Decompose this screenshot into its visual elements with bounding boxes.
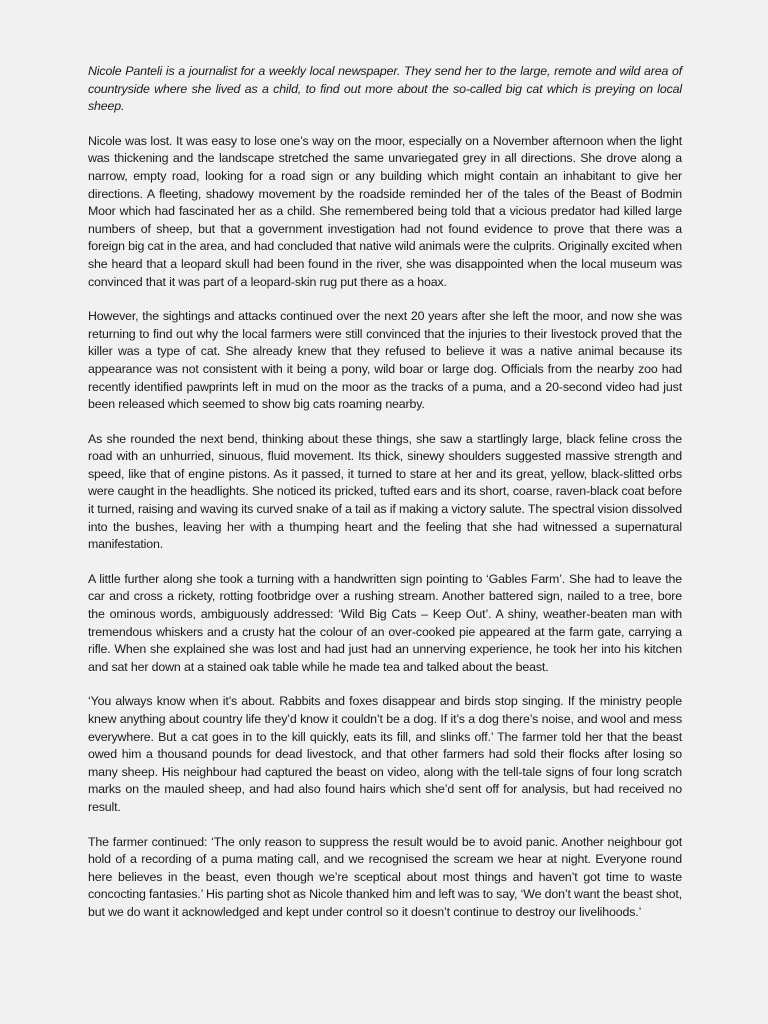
document-page [88, 63, 682, 939]
body-paragraph-4: A little further along she took a turning with a handwritten sign pointing to ‘Gables Farm’. She had to leave the car and cross a rickety, rotting footbridge over a rushing stream. Another battered sign, nailed to a tree, bore the ominous words, ambiguously addressed: ‘Wild Big Cats – Keep Out’. A shiny, weather-beaten man with tremendous whiskers and a crusty hat the colour of an over-cooked pie appeared at the farm gate, carrying a rifle. When she explained she was lost and had just had an unnerving experience, he took her into his kitchen and sat her down at a stained oak table while he made tea and talked about the beast. [88, 571, 682, 674]
body-paragraph-6: The farmer continued: ‘The only reason to suppress the result would be to avoid panic. Another neighbour got hold of a recording of a puma mating call, and we recognised the scream we hear at night. Everyone round here believes in the beast, even though we’re sceptical about most things and haven’t got time to waste concocting fantasies.’ His parting shot as Nicole thanked him and left was to say, ‘We don’t want the beast shot, but we do want it acknowledged and kept under control so it doesn’t continue to destroy our livelihoods.’ [88, 834, 682, 919]
intro-paragraph: Nicole Panteli is a journalist for a weekly local newspaper. They send her to the large, remote and wild area of countryside where she lived as a child, to find out more about the so-called big cat which is preying on local sheep. [88, 64, 682, 114]
body-paragraph-2: However, the sightings and attacks continued over the next 20 years after she left the moor, and now she was returning to find out why the local farmers were still convinced that the injuries to their livestock proved that the killer was a type of cat. She already knew that they refused to believe it was a native animal because its appearance was not consistent with it being a pony, wild boar or large dog. Officials from the nearby zoo had recently identified pawprints left in mud on the moor as the tracks of a puma, and a 20-second video had just been released which seemed to show big cats roaming nearby. [88, 309, 682, 412]
body-paragraph-5: ‘You always know when it’s about. Rabbits and foxes disappear and birds stop singing. If the ministry people knew anything about country life they’d know it couldn’t be a dog. If it’s a dog there’s noise, and wool and mess everywhere. But a cat goes in to the kill quickly, eats its fill, and slinks off.’ The farmer told her that the beast owed him a thousand pounds for dead livestock, and that other farmers had sold their flocks after losing so many sheep. His neighbour had captured the beast on video, along with the tell-tale signs of four long scratch marks on the mauled sheep, and had also found hairs which she’d sent off for analysis, but had received no result. [88, 694, 682, 814]
body-paragraph-3: As she rounded the next bend, thinking about these things, she saw a startlingly large, black feline cross the road with an unhurried, sinuous, fluid movement. Its thick, sinewy shoulders suggested massive strength and speed, like that of engine pistons. As it passed, it turned to stare at her and its great, yellow, black-slitted orbs were caught in the headlights. She noticed its pricked, tufted ears and its short, coarse, raven-black coat before it turned, raising and waving its curved snake of a tail as if making a victory salute. The spectral vision dissolved into the bushes, leaving her with a thumping heart and the feeling that she had witnessed a supernatural manifestation. [88, 431, 682, 552]
body-paragraph-1: Nicole was lost. It was easy to lose one’s way on the moor, especially on a November afternoon when the light was thickening and the landscape stretched the same unvariegated grey in all directions. She drove along a narrow, empty road, looking for a road sign or any building which might contain an inhabitant to give her directions. A fleeting, shadowy movement by the roadside reminded her of the tales of the Beast of Bodmin Moor which had fascinated her as a child. She remembered being told that a vicious predator had killed large numbers of sheep, but that a government investigation had not found evidence to prove that there was a foreign big cat in the area, and had concluded that native wild animals were the culprits. Originally excited when she heard that a leopard skull had been found in the river, she was disappointed when the local museum was convinced that it was part of a leopard-skin rug put there as a hoax. [88, 133, 682, 289]
